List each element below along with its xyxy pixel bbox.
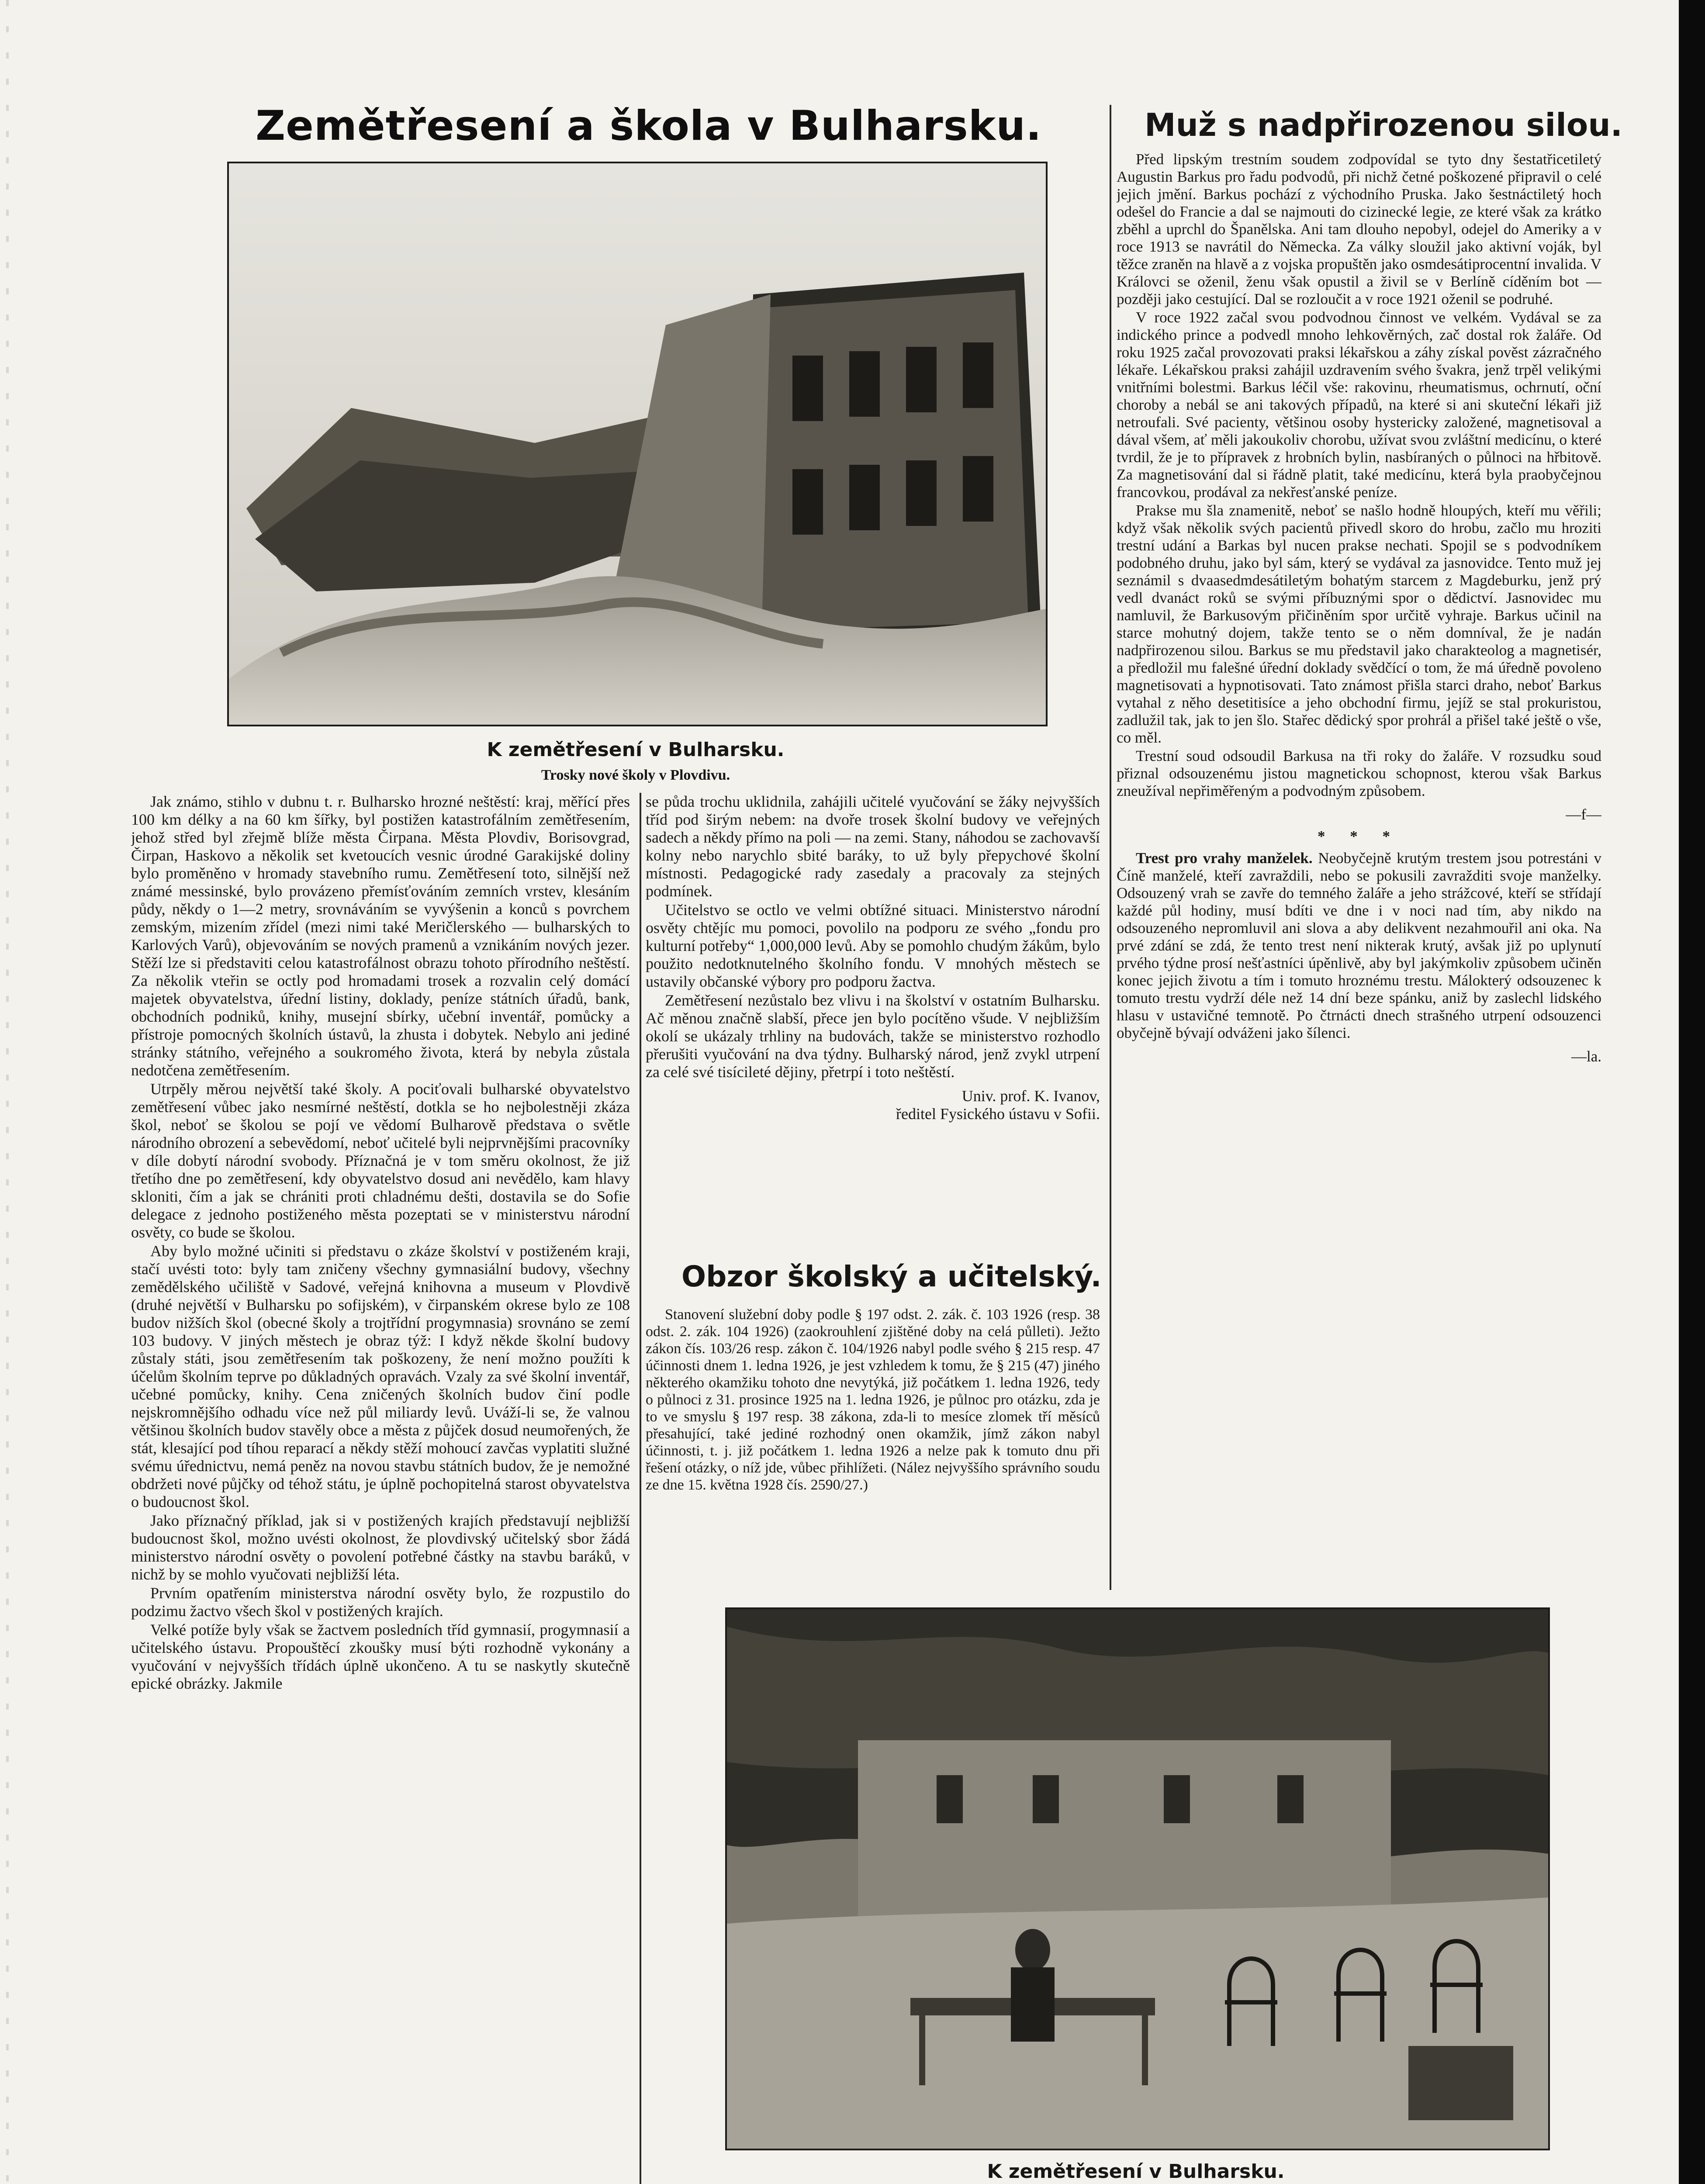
paragraph: Trestní soud odsoudil Barkusa na tři roky do žaláře. V rozsudku soud přiznal odsouzenému jistou magnetickou schopnost, kterou však Barkus zneužíval nepřiměřeným a podvodným způsobem. xyxy=(1117,747,1601,799)
column-earthquake-1 xyxy=(131,793,630,2184)
signature-role: ředitel Fysického ústavu v Sofii. xyxy=(896,1105,1100,1123)
signature-name: Univ. prof. K. Ivanov, xyxy=(961,1087,1100,1105)
headline-strongman: Muž s nadpřirozenou silou. xyxy=(1145,107,1622,143)
caption-sub-top: Trosky nové školy v Plovdivu. xyxy=(541,767,730,783)
photo-outdoor-school xyxy=(725,1607,1550,2150)
paragraph: Aby bylo možné učiniti si představu o zkáze školství v postiženém kraji, stačí uvésti toto: byly tam zničeny všechny gymnasiální budovy, všechny zemědělského učiliště v Sadové, veřejná knihovna a museum v Plovdivě (druhé největší v Bulharsku po sofijském), v čirpanském okrese bylo ze 108 budov nižších škol (obecné školy a trojtřídní progymnasia) srovnáno se zemí 103 budovy. V jiných městech je obraz týž: I když někde školní budovy zůstaly státi, jsou zemětřesením tak poškozeny, že není možno použíti k účelům školním teprve po důkladných opravách. Vzaly za své školní inventář, učebné pomůcky, knihy. Cena zničených školních budov činí podle nejskromnějšího odhadu více než půl miliardy levů. Uváží-li se, že valnou většinou školních budov stavěly obce a města z půjček dosud neumořených, že stát, klesající pod tíhou reparací a někdy stěží mohoucí zavčas vyplatiti služné svému úřednictvu, nemá peněz na novou stavbu státních budov, že je nemožné obdržeti nové půjčky od téhož státu, je úplně pochopitelná starost obyvatelstva o budoucnost škol. xyxy=(131,1242,630,1510)
paragraph: Prakse mu šla znamenitě, neboť se našlo hodně hloupých, kteří mu věřili; když však několik svých pacientů přivedl skoro do hrobu, začlo mu hroziti trestní udání a Barkas byl nucen prakse nechati. Spojil se s podvodníkem podobného druhu, jako byl sám, který se vydával za jasnovidce. Tento muž jej seznámil s dvaasedmdesátiletým bohatým starcem z Magdeburku, jenž prý vedl dvanáct roků se svými příbuznými spor o dědictví. Jasnovidec mu namluvil, že Barkusovým přičiněním spor určitě vyhraje. Barkus učinil na starce mohutný dojem, takže tento se o něm domníval, že je nadán nadpřirozenou silou. Barkus se mu představil jako charakteolog a magnetisér, a předložil mu falešné úřední doklady svědčící o tom, že má úředně povoleno magnetisovati a hypnotisovati. Tato známost přišla starci draho, neboť Barkus vytahal z něho desetitisíce a jeho obchodní firmu, jejíž se stal prokuristou, zadlužil tak, jak to jen šlo. Stařec dědický spor prohrál a přišel také ještě o vše, co měl. xyxy=(1117,502,1601,746)
sign-off: —f— xyxy=(1566,806,1601,823)
column-rule xyxy=(1110,105,1111,1590)
caption-title-bottom: K zemětřesení v Bulharsku. xyxy=(987,2160,1285,2183)
column-strongman xyxy=(1117,151,1601,1588)
sign-off: —la. xyxy=(1571,1048,1601,1065)
paragraph: Jak známo, stihlo v dubnu t. r. Bulharsko hrozné neštěstí: kraj, měřící přes 100 km délky a na 60 km šířky, byl postižen katastrofálním zemětřesením, jehož střed byl zřejmě blíže města Čirpana. Města Plovdiv, Borisovgrad, Čirpan, Haskovo a několik set kvetoucích vesnic úrodné Garakijské doliny bylo proměněno v hromady stavebního rumu. Zemětřesení toto, silnější než známé messinské, bylo provázeno přemísťováním zemních vrstev, klesáním půdy, někdy o 1—2 metry, srovnáváním se vyvýšenin a konců s povrchem zemským, mizením zřídel (mezi nimi také Meričlerského — bulharských to Karlových Varů), objevováním se nových pramenů a vznikáním nových jezer. Stěží lze si představiti celou katastrofálnost obrazu tohoto přírodního neštěstí. Za několik vteřin se octly pod hromadami trosek a rozvalin celý domácí majetek obyvatelstva, úřední listiny, doklady, peníze státních úřadů, bank, obchodních podniků, knihy, musejní sbírky, učební inventář, pomůcky a přístroje pomocných školních ústavů, la zhusta i dobytek. Nebylo ani jediné stránky státního, veřejného a soukromého života, která by nebyla zůstala nedotčena zemětřesením. xyxy=(131,793,630,1079)
paragraph: Jako příznačný příklad, jak si v postižených krajích představují nejbližší budoucnost škol, možno uvésti okolnost, že plovdivský učitelský sbor žádá ministerstvo národní osvěty o povolení potřebné částky na stavbu baráků, v nichž by se mohlo vyučovati nejbližší léta. xyxy=(131,1512,630,1583)
paragraph: Stanovení služební doby podle § 197 odst. 2. zák. č. 103 1926 (resp. 38 odst. 2. zák. 104 1926) (zaokrouhlení zjištěné doby na celá půlleti). Ježto zákon čís. 103/26 resp. zákon č. 104/1926 nabyl podle svého § 215 resp. 47 účinnosti dnem 1. ledna 1926, je jest vzhledem k tomu, že § 215 (47) jiného některého okamžiku tohoto dne nevytýká, již počátkem 1. ledna 1926, tedy o půlnoci z 31. prosince 1925 na 1. ledna 1926, je půlnoc pro otázku, zda je to ve smyslu § 197 resp. 38 zákona, zda-li to mesíce zlomek tří měsíců přesahující, také jediné rozhodný onen okamžik, jímž zákon nabyl účinnosti, t. j. již počátkem 1. ledna 1926 a nelze pak k tomuto dnu při řešení otázky, o níž jde, vůbec přihlížeti. (Nález nejvyššího správního soudu ze dne 15. května 1928 čís. 2590/27.) xyxy=(646,1306,1100,1493)
ruins-image xyxy=(229,163,1046,725)
text-punishment: Neobyčejně krutým trestem jsou potrestáni v Číně manželé, kteří zavraždili, nebo se pokusili zavražditi svoje manželky. Odsouzený vrah se zavře do temného žaláře a jeho strážcové, kteří se střídají každé půl hodiny, musí bdíti ve dne i v noci nad tím, aby nikdo na odsouzeného nepromluvil ani slova a aby delikvent nezahmouřil ani oka. Na prvé zdání se zdá, že tento trest není nikterak krutý, avšak již po uplynutí prvého týdne prosí nešťastníci úpěnlivě, aby byl jakýmkoliv způsobem učiněn konec jejich životu a tím i tomuto hroznému trestu. Málokterý odsouzenec k tomuto trestu vydrží déle než 14 dní beze spánku, aniž by zaslechl lidského hlasu v ustavičné temnotě. Po čtrnácti dnech strašného utrpení odsouzenci obyčejně bývají odváženi jako šílenci. xyxy=(1117,850,1601,1041)
column-earthquake-2 xyxy=(646,793,1100,1243)
lead-punishment: Trest pro vrahy manželek. xyxy=(1136,850,1313,867)
headline-earthquake: Zemětřesení a škola v Bulharsku. xyxy=(256,102,1042,150)
caption-title-top: K zemětřesení v Bulharsku. xyxy=(487,739,785,761)
paragraph: Prvním opatřením ministerstva národní osvěty bylo, že rozpustilo do podzimu žactvo všech škol v postižených krajích. xyxy=(131,1584,630,1620)
scan-edge-left xyxy=(6,0,9,2184)
signature xyxy=(646,1087,1100,1123)
paragraph-punishment xyxy=(1117,850,1601,1042)
paragraph: Velké potíže byly však se žactvem posledních tříd gymnasií, progymnasií a učitelského ústavu. Propouštěcí zkoušky musí býti rozhodně vykonány a vyučování v nejvyšších třídách úplně ukončeno. A tu se naskytly skutečně epické obrázky. Jakmile xyxy=(131,1621,630,1692)
scan-edge-right xyxy=(1679,0,1705,2184)
paragraph: Utrpěly měrou největší také školy. A pociťovali bulharské obyvatelstvo zemětřesení vůbec jako nesmírné neštěstí, dotkla se ho nejbolestněji zkáza škol, neboť se školou se pojí ve vědomí Bulharově představa o světle národního obrození a sebevědomí, neboť učitelé byli nejprvnějšími pracovníky v díle dobytí národní svobody. Příznačná je v tom směru okolnost, že již třetího dne po zemětřesení, kdy obyvatelstvo dosud ani nevědělo, kam hlavy skloniti, čím a jak se chrániti proti chladnému dešti, dostavila se do Sofie delegace z jednoho postiženého města pozeptati se v ministerstvu národní osvěty, co bude se školou. xyxy=(131,1080,630,1241)
paragraph: Před lipským trestním soudem zodpovídal se tyto dny šestatřicetiletý Augustin Barkus pro řadu podvodů, při nichž četné poškozené připravil o celé jejich jmění. Barkus pochází z východního Pruska. Jako šestnáctiletý hoch odešel do Francie a dal se najmouti do cizinecké legie, ze které však za krátko zběhl a uprchl do Španělska. Ani tam dlouho nepobyl, odejel do Ameriky a v roce 1913 se navrátil do Německa. Za války sloužil jako aktivní voják, byl těžce zraněn na hlavě a z vojska propuštěn jako osmdesátiprocentní invalida. V Královci se oženil, ženu však opustil a živil se v Berlíně cíděním bot — později jako cestující. Dal se rozloučit a v roce 1921 oženil se podruhé. xyxy=(1117,151,1601,308)
separator-stars: * * * xyxy=(1318,828,1401,845)
paragraph: V roce 1922 začal svou podvodnou činnost ve velkém. Vydával se za indického prince a podvedl mnoho lehkověrných, zač dostal rok žaláře. Od roku 1925 začal provozovati praksi lékařskou a záhy získal pověst zázračného lékaře. Lékařskou praksi zahájil uzdravením svého švakra, jenž trpěl velikými vnitřními bolestmi. Barkus léčil vše: rakovinu, rheumatismus, ochrnutí, oční choroby a nebál se ani takových případů, na které si ani skuteční lékaři již netroufali. Své pacienty, většinou osoby hystericky založené, magnetisoval a dával všem, ať měli jakoukoliv chorobu, užívat svou zvláštní medicínu, o které tvrdil, že je to přípravek z hrobních bylin, nasbíraných o půlnoci na hřbitově. Za magnetisování dal si řádně platit, také medicínu, která byla praobyčejnou francovkou, prodával za nekřesťanské peníze. xyxy=(1117,309,1601,501)
column-rule xyxy=(640,793,641,2184)
outdoor-school-image xyxy=(727,1609,1548,2149)
headline-school-review: Obzor školský a učitelský. xyxy=(681,1260,1102,1293)
paragraph: se půda trochu uklidnila, zahájili učitelé vyučování se žáky nejvyšších tříd pod širým nebem: na dvoře trosek školní budovy ve veřejných sadech a někdy přímo na poli — na zemi. Stany, náhodou se zachovavší kolny nebo narychlo sbité baráky, to už byly přepychové školní místnosti. Pedagogické rady zasedaly a pracovaly za stejných podmínek. xyxy=(646,793,1100,900)
paragraph: Zemětřesení nezůstalo bez vlivu i na školství v ostatním Bulharsku. Ač měnou značně slabší, přece jen bylo pocítěno všude. V nejbližším okolí se ukázaly trhliny na budovách, takže se ministerstvo rozhodlo přerušiti vyučování na dva týdny. Bulharský národ, jenž zvykl utrpení za celé své tisícileté dějiny, přetrpí i toto neštěstí. xyxy=(646,992,1100,1081)
photo-school-ruins xyxy=(227,162,1048,726)
paragraph: Učitelstvo se octlo ve velmi obtížné situaci. Ministerstvo národní osvěty chtějíc mu pomoci, povolilo na podporu ze svého „fondu pro kulturní potřeby“ 1,000,000 levů. Aby se pomohlo chudým žákům, bylo použito nedotknutelného školního fondu. V mnohých městech se ustavily občanské výbory pro podporu žactva. xyxy=(646,901,1100,990)
column-school-review xyxy=(646,1306,1100,1629)
